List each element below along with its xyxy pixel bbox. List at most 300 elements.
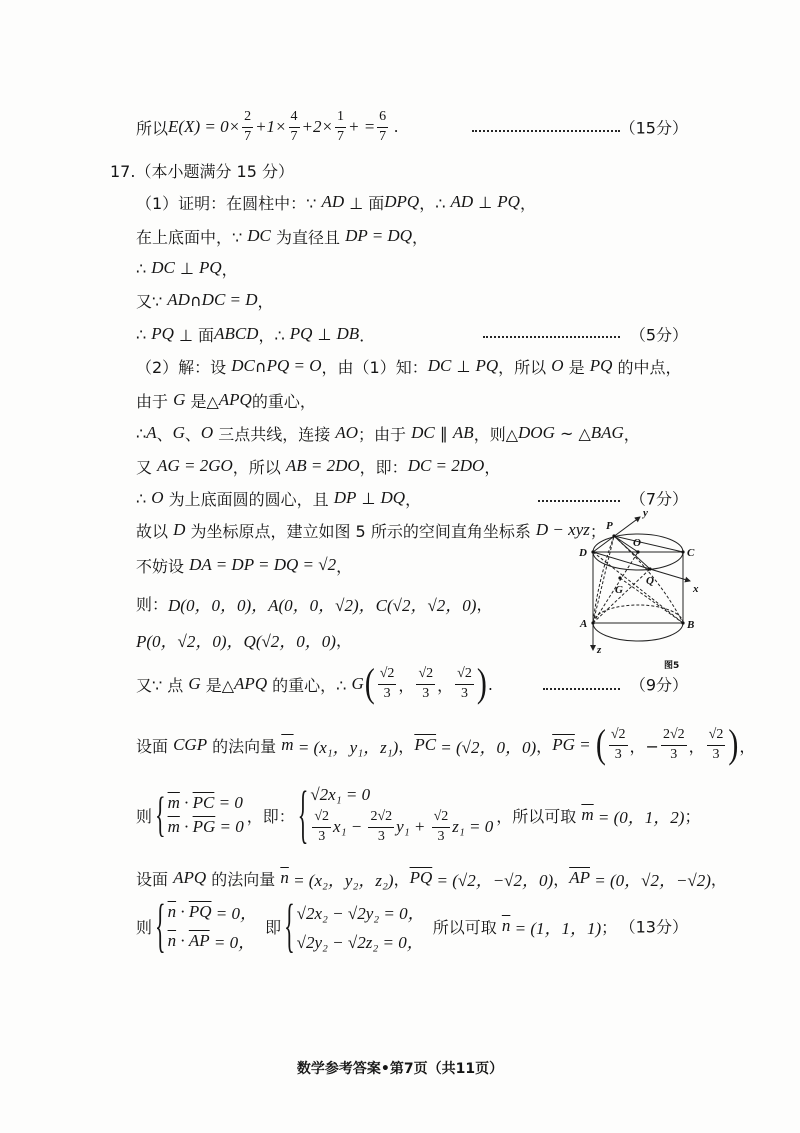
answer-line [0, 388, 800, 412]
label-y-axis: y [643, 507, 648, 519]
text-run: 是△ [200, 675, 235, 695]
text-run: ， [257, 291, 274, 311]
system-row [297, 928, 425, 953]
math-run: √2x₂ − √2y₂ = 0， [296, 904, 425, 923]
text-run: ∴ [136, 258, 152, 278]
math-run: = 0 [214, 793, 243, 812]
line-content [136, 256, 238, 280]
system-row [310, 809, 493, 844]
vector-symbol: $\overline{PG}$ [192, 817, 216, 836]
math-run: AB = 2DO [285, 456, 360, 475]
math-run: DB [336, 324, 360, 343]
text-run: ，即： [359, 457, 408, 477]
answer-line [0, 454, 800, 478]
line-content [136, 591, 493, 615]
segment-db [593, 552, 683, 623]
math-run: √2y₂ − √2z₂ = 0， [296, 933, 424, 952]
text-run: ⊥ 面 [173, 325, 215, 345]
math-run: . [390, 117, 399, 136]
system-row [310, 785, 493, 805]
text-run: ， [398, 736, 415, 756]
big-parenthesis: ( [364, 661, 375, 706]
text-run: 不妨设 [136, 556, 190, 576]
math-run: = (√2，−√2，0) [432, 870, 554, 890]
answer-line [0, 322, 800, 346]
text-run: ，− [629, 736, 659, 756]
point-a [591, 621, 594, 624]
text-run: ， [484, 457, 501, 477]
text-run: 、 [156, 424, 173, 444]
leader-dots [483, 336, 620, 338]
fraction-numerator: √2 [379, 666, 395, 682]
math-run: BAG [590, 423, 624, 442]
system-brace [298, 783, 309, 848]
text-run: ，所以可取 [496, 806, 582, 826]
answer-line [0, 898, 800, 954]
system-row [168, 817, 244, 837]
text-run: ，由（1）知： [321, 357, 428, 377]
line-content [136, 388, 316, 412]
line-content [136, 354, 681, 378]
point-c [681, 550, 684, 553]
fraction [377, 109, 388, 144]
text-run: ，∴ [419, 193, 451, 213]
math-run: PQ [289, 324, 313, 343]
text-run: 是△ [185, 391, 219, 411]
math-run: DC [411, 423, 435, 442]
math-run: PQ = O [266, 356, 322, 375]
answer-line [0, 866, 800, 890]
text-run: ， [536, 736, 553, 756]
fraction [707, 727, 726, 762]
text-run: （2）解：设 [136, 357, 232, 377]
bottom-base-back-arc [593, 605, 683, 623]
vector-symbol: $\overline{m}$ [167, 817, 180, 836]
text-run: ∥ [434, 423, 453, 443]
math-run: DP = DQ [345, 226, 412, 245]
math-run: O [151, 488, 164, 507]
math-run: DC [247, 226, 271, 245]
text-run: ， [336, 556, 353, 576]
text-run: ； [589, 521, 606, 541]
text-run: ，即： [246, 806, 295, 826]
fraction-denominator: 7 [290, 128, 298, 144]
line-content [136, 780, 700, 850]
vector-symbol: $\overline{AP}$ [569, 868, 590, 887]
figure-5-cylinder [560, 500, 710, 676]
leader-dots [543, 688, 620, 690]
system-row [168, 899, 257, 924]
answer-line [0, 224, 800, 248]
vector-symbol: $\overline{PQ}$ [409, 868, 433, 887]
fraction-numerator: 2 [244, 109, 252, 125]
text-run: 所以可取 [427, 917, 502, 937]
fraction-denominator: 3 [432, 827, 451, 845]
equation-system [155, 899, 257, 953]
text-run: 由于 [136, 391, 174, 411]
system-rows [297, 899, 425, 953]
math-run: PQ [199, 258, 222, 277]
text-run: 设面 [136, 869, 174, 889]
answer-line [0, 190, 800, 214]
fraction-denominator: 7 [244, 128, 252, 144]
text-run: 则： [136, 594, 169, 614]
text-run: ， [553, 869, 570, 889]
fraction-denominator: 3 [661, 745, 687, 763]
math-run: = (√2，0，0) [436, 737, 537, 757]
math-run: D [173, 520, 186, 539]
math-run: DC [151, 258, 175, 277]
line-content [136, 322, 375, 346]
score-label: （13分） [619, 917, 688, 937]
math-run: DPQ [384, 192, 420, 211]
math-run: PQ [497, 192, 520, 211]
text-run: 故以 [136, 521, 174, 541]
math-run: DC = 2DO [407, 456, 485, 475]
point-p [612, 534, 615, 537]
text-run: ， [411, 227, 428, 247]
math-run: PQ [151, 324, 174, 343]
line-content [136, 454, 500, 478]
math-run: DC [231, 356, 255, 375]
label-a: A [580, 618, 588, 630]
vector-symbol: $\overline{m}$ [281, 735, 294, 754]
math-run: P(0，√2，0)，Q(√2，0，0) [136, 631, 336, 651]
fraction-numerator: 2√2 [370, 809, 393, 825]
leader-dots [472, 130, 620, 132]
fraction [312, 809, 331, 844]
score-label: （5分） [629, 325, 688, 345]
text-run: ， [437, 675, 454, 695]
math-run: = (0，√2，−√2) [589, 870, 711, 890]
figure-caption: 图5 [664, 661, 680, 671]
score-label: （7分） [629, 489, 688, 509]
fraction [335, 109, 346, 144]
text-run: 所以 [136, 118, 169, 138]
vector-symbol: $\overline{m}$ [167, 793, 180, 812]
text-run: ⊥ [174, 258, 199, 278]
fraction-numerator: √2 [610, 727, 626, 743]
text-run: 的法向量 [206, 869, 281, 889]
text-run: ⊥ [451, 356, 476, 376]
line-content [110, 158, 294, 182]
math-run: ABCD [214, 324, 259, 343]
text-run: 又∵ [136, 291, 168, 311]
math-run: = [574, 735, 595, 754]
text-run: 又 [136, 457, 158, 477]
text-run: 设面 [136, 736, 174, 756]
point-o [636, 550, 639, 553]
text-run: 是 [563, 357, 590, 377]
math-run: G [351, 674, 364, 693]
label-z-axis: z [597, 644, 602, 656]
math-run: G [188, 674, 201, 693]
math-run: DA = DP = DQ = √2 [189, 555, 337, 574]
math-run: G [173, 390, 186, 409]
equation-system [284, 899, 425, 953]
text-run: 的重心， [251, 391, 316, 411]
text-run: ； [601, 917, 618, 937]
page-footer: 数学参考答案•第7页（共11页） [296, 1061, 504, 1077]
fraction [378, 666, 397, 701]
text-run: ；由于 [358, 424, 412, 444]
big-parenthesis: ) [476, 661, 487, 706]
math-run: + = [347, 117, 376, 136]
score-label: （15分） [619, 118, 688, 138]
system-row [168, 793, 244, 813]
label-d: D [579, 547, 587, 559]
math-run: DP [333, 488, 357, 507]
math-run: = 0， [211, 904, 257, 923]
text-run: 即 [259, 917, 282, 937]
math-run: +1× [255, 117, 287, 136]
math-run: DC [427, 356, 452, 375]
answer-line [0, 720, 800, 770]
text-run: ⊥ [356, 488, 381, 508]
text-run: ， [688, 736, 705, 756]
vector-symbol: $\overline{PC}$ [192, 793, 215, 812]
text-run: 的重心，∴ [267, 675, 352, 695]
line-content [136, 190, 536, 214]
point-g [618, 576, 621, 579]
line-content [136, 720, 755, 770]
bottom-base-front-arc [593, 623, 683, 641]
math-run: PQ [589, 356, 613, 375]
vector-symbol: $\overline{PG}$ [552, 735, 575, 754]
system-rows [168, 793, 244, 837]
fraction-numerator: 2√2 [662, 727, 685, 743]
fraction [455, 666, 474, 701]
answer-line [0, 354, 800, 378]
vector-symbol: $\overline{m}$ [581, 805, 594, 824]
math-run: = (1，1，1) [510, 918, 602, 938]
answer-line [0, 421, 800, 445]
text-run: 又∵ 点 [136, 675, 189, 695]
fraction-numerator: 1 [336, 109, 344, 125]
vector-symbol: $\overline{PQ}$ [188, 901, 212, 921]
fraction [609, 727, 628, 762]
vector-symbol: $\overline{n}$ [167, 901, 177, 921]
math-run: O [551, 356, 564, 375]
segment-pc [614, 536, 683, 552]
text-run: ~ △ [554, 423, 591, 443]
math-run: CGP [173, 735, 208, 754]
label-p: P [606, 520, 613, 532]
point-b [681, 621, 684, 624]
text-run: （1）证明：在圆柱中：∵ [136, 193, 322, 213]
vector-symbol: $\overline{AP}$ [188, 930, 210, 950]
line-content [136, 107, 399, 147]
text-run: ， [623, 424, 640, 444]
text-run: ∩ [254, 356, 267, 376]
math-run: = 0 [215, 817, 244, 836]
math-run: AG = 2GO [157, 456, 233, 475]
text-run: 则 [136, 917, 153, 937]
math-run: E(X) = 0× [168, 117, 241, 136]
math-run: = (x₂，y₂，z₂) [288, 870, 394, 890]
line-content [136, 421, 640, 445]
text-run: ∴ [136, 488, 152, 508]
line-content [136, 662, 493, 706]
math-run: APQ [173, 868, 207, 887]
math-run: PQ [475, 356, 499, 375]
math-run: √2x₁ = 0 [310, 785, 371, 805]
equation-system [298, 785, 494, 844]
vector-symbol: $\overline{n}$ [280, 868, 289, 887]
text-run: ，∴ [258, 325, 290, 345]
answer-line [0, 780, 800, 850]
fraction-denominator: 3 [368, 827, 394, 845]
math-run: D − xyz [535, 520, 590, 539]
fraction-denominator: 3 [416, 684, 435, 702]
score-label: （9分） [629, 675, 688, 695]
text-run: ，所以 [498, 357, 552, 377]
math-run: G [172, 423, 185, 442]
fraction [289, 109, 300, 144]
system-brace [284, 896, 295, 955]
text-run: ， [739, 736, 756, 756]
text-run: 的中点， [612, 357, 682, 377]
math-run: x₁ − [333, 817, 367, 836]
label-q: Q [646, 575, 654, 587]
math-run: · [176, 930, 189, 950]
answer-line [0, 107, 800, 147]
text-run: ， [519, 193, 536, 213]
text-run: ∴ [136, 423, 147, 443]
math-run: DOG [518, 423, 555, 442]
big-parenthesis: ( [595, 722, 606, 767]
text-run: . [487, 674, 493, 694]
math-run: · [176, 901, 189, 921]
line-content [136, 518, 606, 542]
text-run: ， [405, 489, 422, 509]
vector-symbol: $\overline{n}$ [501, 916, 511, 935]
text-run: ， [335, 630, 352, 650]
label-c: C [687, 547, 695, 559]
system-rows [310, 785, 493, 844]
fraction [368, 809, 394, 844]
question-heading [0, 158, 800, 182]
math-run: O [200, 423, 214, 442]
line-content [136, 627, 352, 651]
math-run: = (0，1，2) [593, 807, 685, 827]
vector-symbol: $\overline{n}$ [167, 930, 177, 950]
label-b: B [687, 619, 695, 631]
math-run: y₁ + [396, 817, 430, 836]
text-run: 则 [136, 806, 153, 826]
system-rows [168, 899, 257, 953]
line-content [136, 224, 428, 248]
math-run: AD [450, 192, 474, 211]
line-content [136, 288, 274, 312]
text-run: 17.（本小题满分 15 分） [110, 161, 294, 181]
fraction-denominator: 3 [378, 684, 397, 702]
text-run: ，所以 [232, 457, 286, 477]
math-run: AO [335, 423, 359, 442]
math-run: = 0， [209, 933, 256, 952]
line-content [136, 866, 727, 890]
text-run: 的法向量 [207, 736, 282, 756]
fraction-numerator: √2 [418, 666, 434, 682]
line-content [136, 898, 617, 954]
math-run: DQ [380, 488, 406, 507]
fraction [661, 727, 687, 762]
text-run: ⊥ [473, 192, 498, 212]
fraction-numerator: √2 [708, 727, 724, 743]
point-d [591, 550, 594, 553]
math-run: · [179, 817, 193, 836]
math-run: APQ [218, 390, 252, 409]
fraction [416, 666, 435, 701]
answer-line [0, 288, 800, 312]
math-run: A [146, 423, 157, 442]
system-row [297, 899, 425, 924]
system-row [168, 928, 257, 953]
text-run: ， [710, 869, 727, 889]
math-run: · [179, 793, 193, 812]
fraction-numerator: 4 [290, 109, 298, 125]
text-run: ， [398, 675, 415, 695]
text-run: 、 [184, 424, 201, 444]
text-run: ， [476, 594, 493, 614]
line-content [136, 486, 421, 510]
text-run: ⊥ 面 [344, 193, 385, 213]
text-run: 为上底面圆的圆心，且 [163, 489, 334, 509]
fraction-denominator: 3 [455, 684, 474, 702]
fraction-denominator: 7 [379, 128, 387, 144]
fraction-denominator: 7 [336, 128, 344, 144]
text-run: 在上底面中，∵ [136, 227, 248, 247]
fraction-denominator: 3 [609, 745, 628, 763]
fraction [242, 109, 253, 144]
label-o: O [633, 537, 641, 549]
fraction-denominator: 3 [707, 745, 726, 763]
system-brace [155, 791, 166, 839]
math-run: DC = D [201, 290, 258, 309]
math-run: = (x₁，y₁，z₁) [293, 737, 399, 757]
math-run: AD [321, 192, 345, 211]
text-run: ⊥ [312, 324, 337, 344]
text-run: ，则△ [473, 424, 519, 444]
text-run: ∩ [189, 290, 202, 310]
label-x-axis: x [693, 583, 699, 595]
fraction-numerator: √2 [457, 666, 472, 682]
text-run: 三点共线，连接 [213, 424, 336, 444]
text-run: ∴ [136, 324, 152, 344]
system-brace [155, 896, 166, 955]
math-run: AB [452, 423, 474, 442]
equation-system [155, 793, 244, 837]
label-g: G [615, 584, 623, 596]
math-run: AD [167, 290, 190, 309]
point-q [648, 567, 651, 570]
math-run: APQ [234, 674, 268, 693]
fraction-numerator: 6 [379, 109, 387, 125]
text-run: 为坐标原点，建立如图 5 所示的空间直角坐标系 [185, 521, 536, 541]
fraction [432, 809, 451, 844]
math-run: D(0，0，0)，A(0，0，√2)，C(√2，√2，0) [168, 595, 477, 615]
text-run: ， [221, 259, 238, 279]
fraction-numerator: √2 [433, 809, 449, 825]
text-run: ， [393, 869, 410, 889]
fraction-denominator: 3 [312, 827, 331, 845]
text-run: ； [684, 806, 701, 826]
text-run: 为直径且 [270, 227, 346, 247]
answer-line [0, 256, 800, 280]
text-run: ． [359, 325, 376, 345]
math-run: z₁ = 0 [452, 817, 494, 836]
vector-symbol: $\overline{PC}$ [414, 735, 437, 754]
